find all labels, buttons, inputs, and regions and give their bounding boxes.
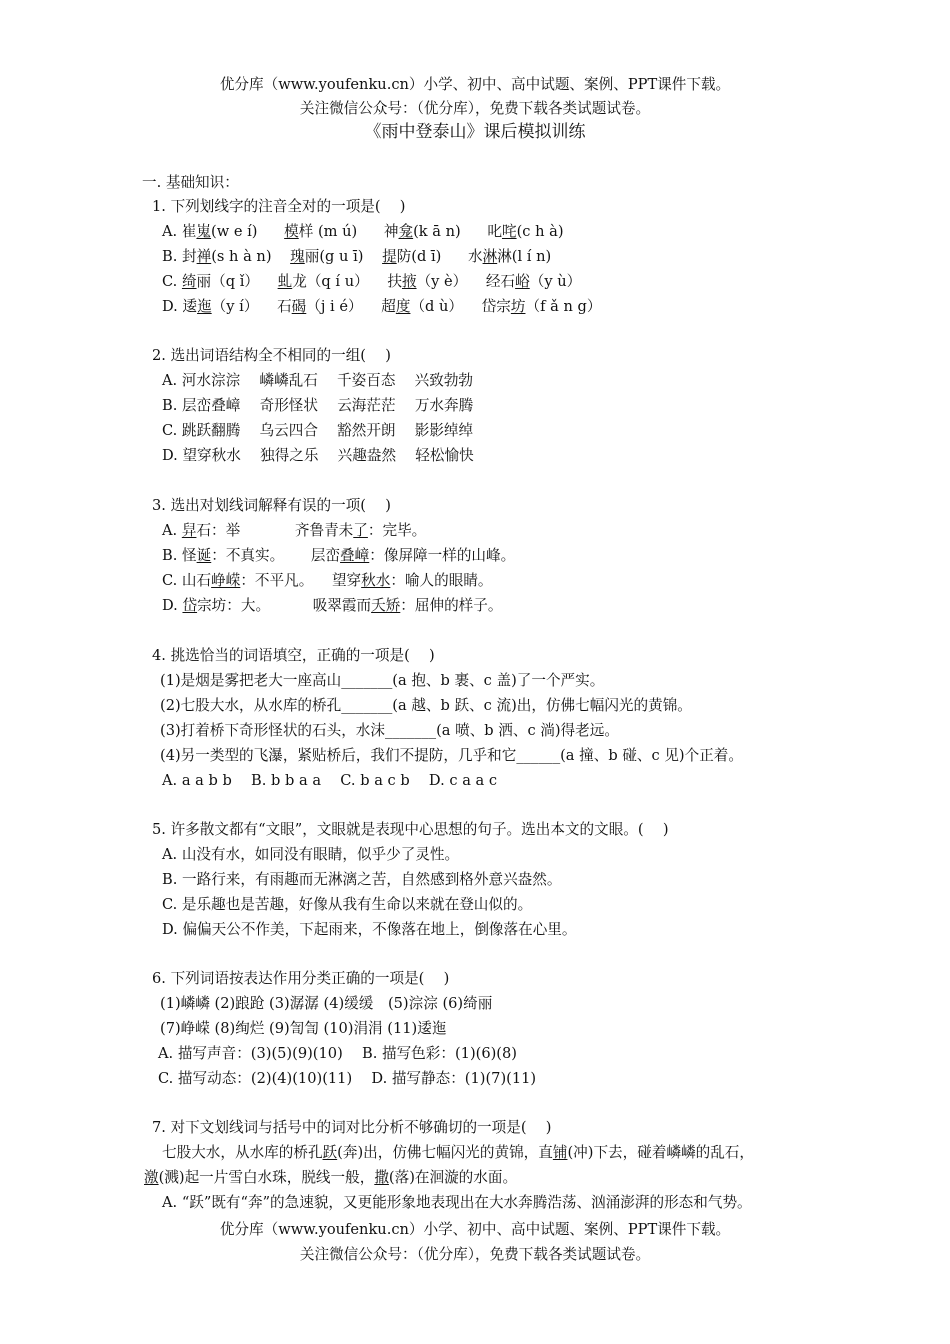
- text: 七股大水，从水库的桥孔: [162, 1144, 323, 1161]
- q5-option-d: D. 偏偏天公不作美，下起雨来，不像落在地上，倒像落在心里。: [162, 921, 577, 938]
- q4-sentence-2: (2)七股大水，从水库的桥孔_______(a 越、b 跃、c 流)出，仿佛七幅闪光的黄锦。: [160, 697, 692, 714]
- q7-option-a: A. “跃”既有“奔”的急速貌，又更能形象地表现出在大水奔腾浩荡、汹涌澎湃的形态和气势。: [162, 1194, 752, 1211]
- text: 宗坊：大。: [197, 597, 271, 614]
- underlined-char: 碣: [291, 298, 307, 315]
- text: 淋(l í n): [497, 248, 552, 265]
- q2-option-d: D. 望穿秋水 独得之乐 兴趣盎然 轻松愉快: [162, 447, 474, 464]
- text: 超: [381, 298, 396, 315]
- text: B. 封: [162, 248, 197, 265]
- q3-option-c: [162, 572, 493, 590]
- q5-option-c: C. 是乐趣也是苦趣，好像从我有生命以来就在登山似的。: [162, 896, 533, 913]
- underlined-char: 坊: [510, 298, 526, 315]
- section-heading: 一. 基础知识：: [142, 174, 239, 191]
- underlined-char: 龛: [398, 223, 414, 240]
- underlined-char: 咤: [501, 223, 517, 240]
- text: C. 山石: [162, 572, 212, 589]
- text: A. 崔: [162, 223, 197, 240]
- text: (c h à): [516, 223, 564, 240]
- text: C.: [162, 273, 182, 290]
- q4-sentence-3: (3)打着桥下奇形怪状的石头，水沫_______(a 喷、b 洒、c 淌)得老远。: [160, 722, 619, 739]
- text: 龙（q í u）: [292, 273, 369, 290]
- underlined-word: 舁: [181, 522, 197, 539]
- text: D.: [162, 597, 183, 614]
- text: 岱宗: [481, 298, 511, 315]
- q6-options-cd: C. 描写动态：(2)(4)(10)(11) D. 描写静态：(1)(7)(11): [158, 1070, 537, 1087]
- underlined-word: 夭矫: [371, 597, 401, 614]
- q7-passage-line-2: [144, 1169, 517, 1187]
- text: ：像屏障一样的山峰。: [369, 547, 516, 564]
- q2-option-a: A. 河水淙淙 嶙嶙乱石 千姿百态 兴致勃勃: [162, 372, 474, 389]
- q4-sentence-1: (1)是烟是雾把老大一座高山_______(a 抱、b 裹、c 盖)了一个严实。: [160, 672, 605, 689]
- q1-option-b: [162, 248, 551, 266]
- text: （j i é）: [306, 298, 363, 315]
- underlined-word: 撒: [374, 1169, 389, 1186]
- page-title: 《雨中登泰山》课后模拟训练: [364, 122, 586, 142]
- q3-option-d: [162, 597, 502, 615]
- text: （y ù）: [529, 273, 582, 290]
- q6-words-1: (1)嶙嶙 (2)踉跄 (3)潺潺 (4)缓缓 (5)淙淙 (6)绮丽: [160, 995, 493, 1012]
- q1-option-d: [162, 298, 601, 316]
- underlined-char: 瑰: [290, 248, 305, 265]
- text: (奔)出，仿佛七幅闪光的黄锦，直: [337, 1144, 553, 1161]
- q1-option-a: [162, 223, 564, 241]
- underlined-word: 铺: [552, 1144, 568, 1161]
- underlined-word: 岱: [182, 597, 198, 614]
- q1-option-c: [162, 273, 581, 291]
- text: 石: [277, 298, 292, 315]
- q3-option-b: [162, 547, 515, 565]
- text: (冲)下去，碰着嶙嶙的乱石，: [567, 1144, 754, 1161]
- q3-option-a: [162, 522, 426, 540]
- underlined-char: 度: [395, 298, 411, 315]
- underlined-word: 了: [353, 522, 368, 539]
- q5-stem: 5. 许多散文都有“文眼”，文眼就是表现中心思想的句子。选出本文的文眼。( ): [152, 821, 669, 838]
- q7-passage-line-1: [162, 1144, 754, 1162]
- q4-sentence-4: (4)另一类型的飞瀑，紧贴桥后，我们不提防，几乎和它______(a 撞、b 碰、c 见)个正着。: [160, 747, 743, 764]
- header-line-2: 关注微信公众号：（优分库），免费下载各类试题试卷。: [299, 100, 651, 117]
- text: (w e í): [211, 223, 258, 240]
- q5-option-a: A. 山没有水，如同没有眼睛，似乎少了灵性。: [162, 846, 460, 863]
- underlined-char: 模: [284, 223, 299, 240]
- text: 吸翠霞而: [312, 597, 372, 614]
- underlined-char: 迤: [197, 298, 212, 315]
- footer-line-2: 关注微信公众号：（优分库），免费下载各类试题试卷。: [299, 1246, 651, 1263]
- text: 经石: [485, 273, 516, 290]
- q6-stem: 6. 下列词语按表达作用分类正确的一项是( ): [152, 970, 450, 987]
- underlined-word: 峥嵘: [211, 572, 241, 589]
- underlined-word: 秋水: [361, 572, 391, 589]
- footer-line-1: 优分库（www.youfenku.cn）小学、初中、高中试题、案例、PPT课件下载。: [219, 1221, 731, 1238]
- underlined-word: 叠嶂: [340, 547, 370, 564]
- underlined-char: 嵬: [196, 223, 212, 240]
- q6-words-2: (7)峥嵘 (8)绚烂 (9)訇訇 (10)涓涓 (11)逶迤: [160, 1020, 447, 1037]
- text: 望穿: [331, 572, 362, 589]
- text: 层峦: [310, 547, 341, 564]
- text: ：屈伸的样子。: [400, 597, 503, 614]
- text: （d ù）: [410, 298, 464, 315]
- underlined-char: 峪: [515, 273, 530, 290]
- text: ：不真实。: [211, 547, 285, 564]
- q2-option-c: C. 跳跃翻腾 乌云四合 豁然开朗 影影绰绰: [162, 422, 474, 439]
- text: ：不平凡。: [240, 572, 314, 589]
- text: （f ǎ n g）: [525, 298, 602, 315]
- underlined-char: 禅: [196, 248, 212, 265]
- underlined-word: 激: [144, 1169, 159, 1186]
- header-line-1: 优分库（www.youfenku.cn）小学、初中、高中试题、案例、PPT课件下载。: [219, 76, 731, 93]
- text: 叱: [487, 223, 502, 240]
- q4-stem: 4. 挑选恰当的词语填空，正确的一项是( ): [152, 647, 435, 664]
- text: (s h à n): [211, 248, 272, 265]
- q2-stem: 2. 选出词语结构全不相同的一组( ): [152, 347, 391, 364]
- q4-options: A. a a b b B. b b a a C. b a c b D. c a a c: [162, 772, 498, 789]
- text: A.: [162, 522, 182, 539]
- text: (落)在洄漩的水面。: [388, 1169, 518, 1186]
- text: 水: [467, 248, 483, 265]
- text: 样 (m ú): [298, 223, 358, 240]
- text: ：完毕。: [367, 522, 427, 539]
- underlined-char: 掖: [401, 273, 417, 290]
- text: (k ā n): [413, 223, 461, 240]
- text: 丽（q ǐ）: [196, 273, 259, 290]
- text: 扶: [387, 273, 402, 290]
- text: （y è）: [416, 273, 468, 290]
- text: 神: [383, 223, 399, 240]
- q2-option-b: B. 层峦叠嶂 奇形怪状 云海茫茫 万水奔腾: [162, 397, 474, 414]
- underlined-char: 提: [382, 248, 397, 265]
- text: D. 逶: [162, 298, 198, 315]
- text: (溅)起一片雪白水珠，脱线一般，: [158, 1169, 375, 1186]
- q1-stem: 1. 下列划线字的注音全对的一项是( ): [152, 198, 406, 215]
- underlined-char: 虬: [277, 273, 293, 290]
- underlined-word: 诞: [196, 547, 212, 564]
- q7-stem: 7. 对下文划线词与括号中的词对比分析不够确切的一项是( ): [152, 1119, 552, 1136]
- underlined-word: 跃: [322, 1144, 338, 1161]
- text: 防(d ī): [396, 248, 442, 265]
- text: ：喻人的眼睛。: [390, 572, 493, 589]
- text: 丽(g u ī): [304, 248, 364, 265]
- underlined-char: 绮: [181, 273, 197, 290]
- q3-stem: 3. 选出对划线词解释有误的一项( ): [152, 497, 391, 514]
- text: 齐鲁青未: [294, 522, 354, 539]
- text: 石：举: [196, 522, 241, 539]
- q6-options-ab: A. 描写声音：(3)(5)(9)(10) B. 描写色彩：(1)(6)(8): [158, 1045, 517, 1062]
- text: （y í）: [211, 298, 259, 315]
- q5-option-b: B. 一路行来，有雨趣而无淋漓之苦，自然感到格外意兴盎然。: [162, 871, 562, 888]
- text: B. 怪: [162, 547, 197, 564]
- underlined-char: 淋: [482, 248, 498, 265]
